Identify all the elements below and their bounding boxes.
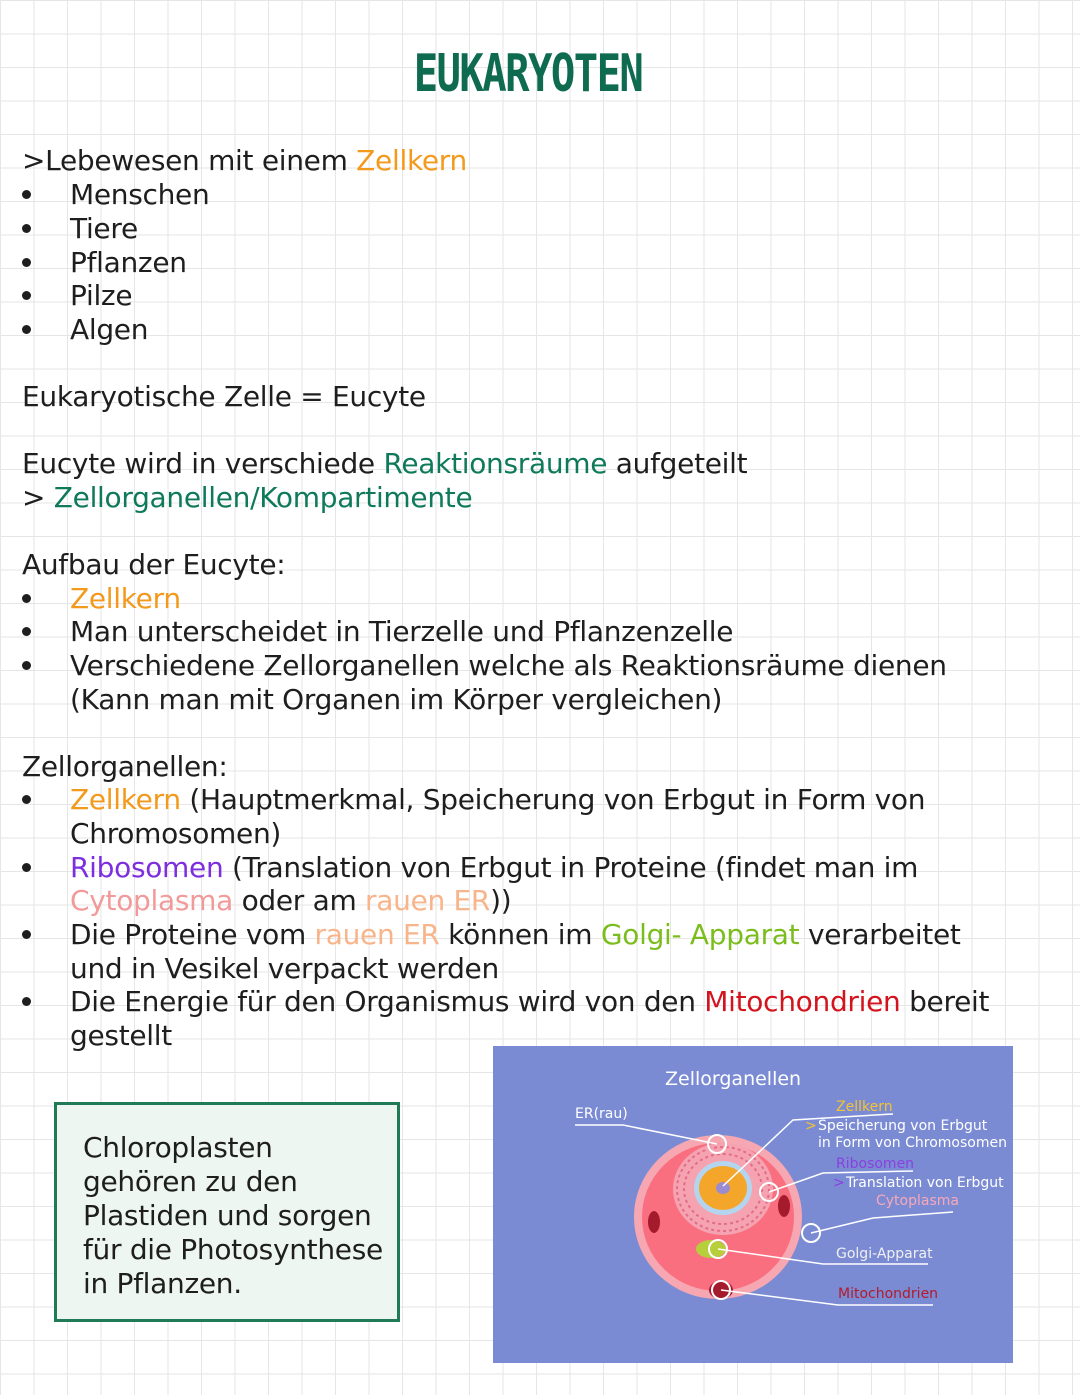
list-item-continuation: Chromosomen) — [70, 817, 282, 850]
page-title: EUKARYOTEN — [413, 44, 643, 104]
bullet-icon — [22, 325, 31, 334]
kompartimente-highlight: Zellorganellen/Kompartimente — [53, 481, 473, 514]
arrow-icon: > — [833, 1175, 845, 1191]
bullet-icon — [22, 190, 31, 199]
diagram-label-mitochondrien: Mitochondrien — [838, 1286, 939, 1302]
intro-prefix: >Lebewesen mit einem — [22, 144, 357, 177]
intro-line — [22, 144, 467, 178]
bullet-icon — [22, 627, 31, 636]
eucyte-definition: Eukaryotische Zelle = Eucyte — [22, 380, 426, 413]
list-item-continuation: gestellt — [70, 1019, 172, 1052]
chloroplast-note-box — [54, 1102, 400, 1322]
list-item-continuation: Cytoplasma oder am rauen ER)) — [70, 884, 512, 917]
bullet-icon — [22, 795, 31, 804]
diagram-desc-ribosomen: Translation von Erbgut — [846, 1175, 1004, 1191]
bullet-icon — [22, 661, 31, 670]
list-item-continuation: (Kann man mit Organen im Körper vergleichen) — [70, 683, 723, 716]
diagram-label-er: ER(rau) — [575, 1106, 628, 1122]
intro-highlight-zellkern: Zellkern — [356, 144, 467, 177]
diagram-label-zellkern: Zellkern — [836, 1099, 893, 1115]
bullet-icon — [22, 594, 31, 603]
aufbau-heading: Aufbau der Eucyte: — [22, 548, 286, 581]
bullet-icon — [22, 291, 31, 300]
list-item-continuation: und in Vesikel verpackt werden — [70, 952, 499, 985]
bullet-icon — [22, 997, 31, 1006]
diagram-desc-zellkern-2: in Form von Chromosomen — [818, 1135, 1007, 1151]
arrow-icon: > — [805, 1118, 817, 1134]
bullet-icon — [22, 863, 31, 872]
split-line: Eucyte wird in verschiede Reaktionsräume aufgeteilt — [22, 447, 748, 480]
cell-diagram — [493, 1046, 1013, 1363]
split-subline: > Zellorganellen/Kompartimente — [22, 481, 473, 514]
diagram-title: Zellorganellen — [665, 1068, 802, 1090]
bullet-icon — [22, 930, 31, 939]
bullet-icon — [22, 258, 31, 267]
note-text: Chloroplasten gehören zu den Plastiden und sorgen für die Photosynthese in Pflanzen. — [83, 1131, 383, 1300]
bullet-icon — [22, 224, 31, 233]
diagram-label-cytoplasma: Cytoplasma — [876, 1193, 959, 1209]
reaktionsraeume-highlight: Reaktionsräume — [383, 447, 608, 480]
diagram-label-golgi: Golgi-Apparat — [836, 1246, 933, 1262]
organellen-heading: Zellorganellen: — [22, 750, 228, 783]
diagram-desc-zellkern-1: Speicherung von Erbgut — [818, 1118, 988, 1134]
diagram-label-ribosomen: Ribosomen — [836, 1156, 915, 1172]
